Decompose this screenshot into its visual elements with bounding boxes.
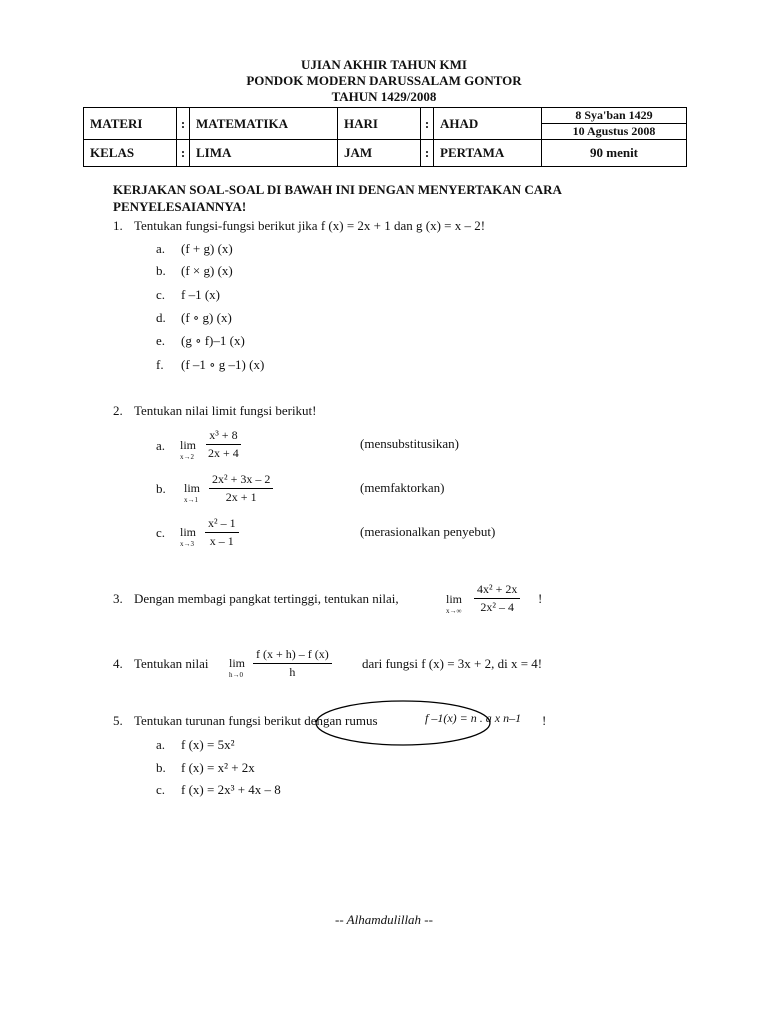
q1-item — [156, 310, 232, 326]
numerator: x² – 1 — [205, 516, 239, 533]
q2c-method: (merasionalkan penyebut) — [360, 524, 496, 539]
limit-operator — [180, 439, 196, 463]
date-masehi: 10 Agustus 2008 — [542, 124, 687, 140]
item-expr: f (x) = x² + 2x — [181, 760, 255, 775]
denominator: 2x² – 4 — [480, 600, 514, 614]
q2b-fraction — [209, 472, 273, 505]
q2c-label: c. — [156, 525, 166, 540]
lim-word: lim — [229, 656, 246, 670]
lim-word: lim — [446, 592, 463, 606]
exam-title: UJIAN AKHIR TAHUN KMI — [300, 57, 467, 72]
numerator: 4x² + 2x — [474, 582, 520, 599]
item-expr: (f × g) (x) — [181, 263, 233, 278]
school-name: PONDOK MODERN DARUSSALAM GONTOR — [246, 73, 522, 88]
item-label: c. — [156, 782, 166, 797]
lim-subscript: x→2 — [180, 453, 194, 461]
numerator: f (x + h) – f (x) — [253, 647, 332, 664]
q3-number: 3. — [113, 591, 123, 606]
q4-fraction — [253, 647, 332, 680]
lim-subscript: x→3 — [180, 540, 194, 548]
q5-number: 5. — [113, 713, 123, 728]
q1-item — [156, 357, 264, 373]
q5-formula: f –1(x) = n . a x n–1 — [425, 711, 522, 725]
colon: : — [421, 140, 434, 167]
colon: : — [421, 108, 434, 140]
q2a-label: a. — [156, 438, 166, 453]
materi-value: MATEMATIKA — [190, 108, 338, 140]
item-label: a. — [156, 241, 166, 256]
numerator: x³ + 8 — [206, 428, 240, 445]
item-expr: (g ∘ f)–1 (x) — [181, 333, 245, 348]
item-label: a. — [156, 737, 166, 752]
lim-word: lim — [180, 438, 197, 452]
lim-word: lim — [184, 481, 201, 495]
denominator: x – 1 — [209, 534, 234, 548]
q5-end: ! — [542, 713, 547, 728]
item-label: b. — [156, 760, 166, 775]
item-expr: (f –1 ∘ g –1) (x) — [181, 357, 265, 372]
q1-item — [156, 287, 220, 303]
kelas-value: LIMA — [190, 140, 338, 167]
q1-item — [156, 333, 245, 349]
q5-text: Tentukan turunan fungsi berikut dengan rumus — [134, 713, 378, 728]
q2-text: Tentukan nilai limit fungsi berikut! — [134, 403, 317, 418]
q5-item — [156, 737, 234, 753]
academic-year: TAHUN 1429/2008 — [331, 89, 437, 104]
q4-number: 4. — [113, 656, 123, 671]
colon: : — [177, 108, 190, 140]
kelas-label: KELAS — [84, 140, 177, 167]
jam-value: PERTAMA — [434, 140, 542, 167]
numerator: 2x² + 3x – 2 — [209, 472, 273, 489]
limit-operator — [446, 593, 462, 617]
date-hijri: 8 Sya'ban 1429 — [542, 108, 687, 124]
colon: : — [177, 140, 190, 167]
q2c-fraction — [205, 516, 239, 549]
item-expr: (f + g) (x) — [181, 241, 233, 256]
lim-subscript: x→1 — [184, 496, 198, 504]
item-expr: f (x) = 5x² — [181, 737, 235, 752]
item-label: b. — [156, 263, 166, 278]
item-expr: f –1 (x) — [181, 287, 220, 302]
q3-end: ! — [538, 591, 543, 606]
q2b-label: b. — [156, 481, 166, 496]
q1-item — [156, 263, 233, 279]
q5-item — [156, 782, 281, 798]
formula-circle-mark — [314, 699, 494, 749]
q2a-method: (mensubstitusikan) — [360, 436, 459, 451]
q5-item — [156, 760, 255, 776]
hari-value: AHAD — [434, 108, 542, 140]
limit-operator — [184, 482, 200, 506]
lim-word: lim — [180, 525, 197, 539]
q1-number: 1. — [113, 218, 123, 233]
q2-number: 2. — [113, 403, 123, 418]
limit-operator — [229, 657, 245, 681]
q2a-fraction — [205, 428, 242, 461]
denominator: 2x + 4 — [208, 446, 239, 460]
item-expr: f (x) = 2x³ + 4x – 8 — [181, 782, 281, 797]
hari-label: HARI — [338, 108, 421, 140]
exam-info-table — [83, 107, 687, 167]
item-label: c. — [156, 287, 166, 302]
instruction: KERJAKAN SOAL-SOAL DI BAWAH INI DENGAN MENYERTAKAN CARA PENYELESAIANNYA! — [113, 182, 562, 214]
duration: 90 menit — [542, 140, 687, 167]
item-label: e. — [156, 333, 166, 348]
lim-subscript: h→0 — [229, 671, 243, 679]
jam-label: JAM — [338, 140, 421, 167]
item-label: f. — [156, 357, 164, 372]
q4-text: Tentukan nilai — [134, 656, 209, 671]
q2b-method: (memfaktorkan) — [360, 480, 445, 495]
q4-tail: dari fungsi f (x) = 3x + 2, di x = 4! — [362, 656, 543, 671]
lim-subscript: x→∞ — [446, 607, 462, 615]
q3-fraction — [474, 582, 520, 615]
item-label: d. — [156, 310, 166, 325]
q3-text: Dengan membagi pangkat tertinggi, tentukan nilai, — [134, 591, 399, 606]
limit-operator — [180, 526, 196, 550]
materi-label: MATERI — [84, 108, 177, 140]
closing-text: -- Alhamdulillah -- — [335, 912, 433, 927]
denominator: 2x + 1 — [225, 490, 257, 504]
q1-text: Tentukan fungsi-fungsi berikut jika f (x) = 2x + 1 dan g (x) = x – 2! — [134, 218, 486, 233]
denominator: h — [289, 665, 296, 679]
item-expr: (f ∘ g) (x) — [181, 310, 232, 325]
q1-item — [156, 241, 233, 257]
